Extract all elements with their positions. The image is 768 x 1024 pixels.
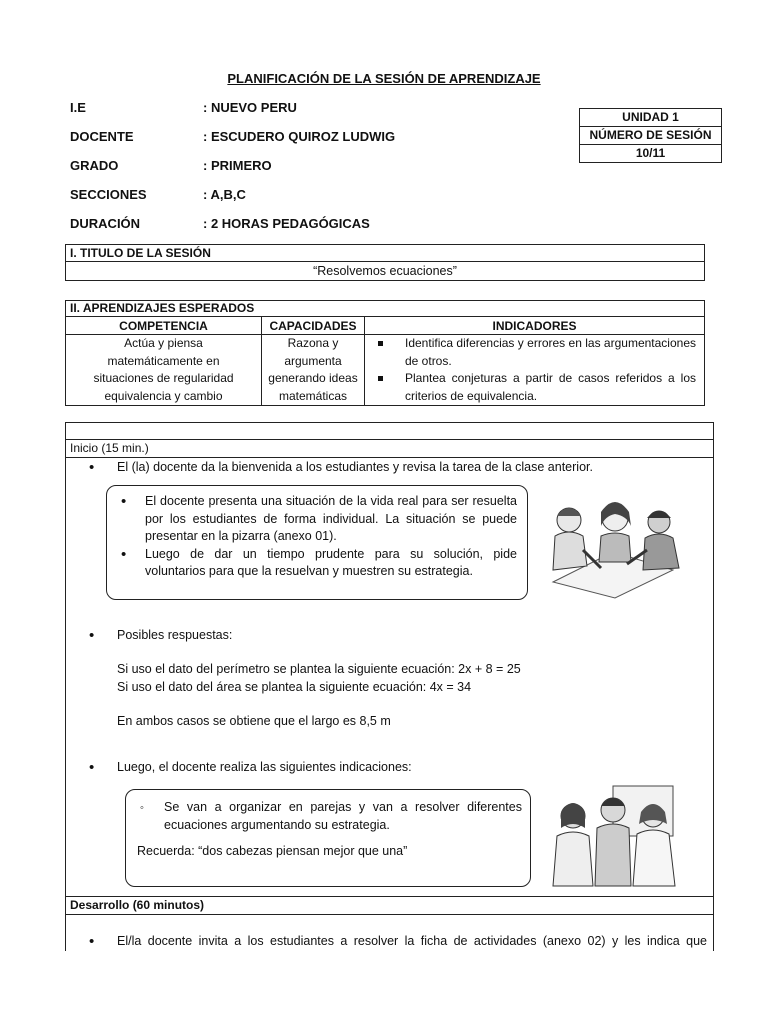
col-competencia: COMPETENCIA: [66, 317, 262, 335]
unit-label: UNIDAD 1: [580, 109, 721, 127]
inicio-heading: Inicio (15 min.): [70, 441, 149, 455]
session-number-value: 10/11: [635, 146, 666, 160]
activity-box-1: [106, 485, 528, 600]
session-title-section: [65, 244, 705, 281]
capacidades-cell: Razona y argumenta generando ideas matemáticas: [262, 335, 365, 406]
label-grado: GRADO: [70, 158, 119, 173]
session-title: “Resolvemos ecuaciones”: [313, 264, 457, 278]
label-secciones: SECCIONES: [70, 187, 147, 202]
value-grado: : PRIMERO: [203, 158, 272, 173]
instructions-text: • Luego, el docente realiza las siguientes indicaciones:: [117, 759, 412, 777]
perimeter-equation-text: Si uso el dato del perímetro se plantea la siguiente ecuación: 2x + 8 = 25: [117, 662, 521, 676]
unit-box: [579, 108, 722, 163]
session-number-label: NÚMERO DE SESIÓN: [580, 127, 721, 145]
students-talking-illustration: [551, 780, 685, 888]
expected-learning-table: [65, 300, 705, 406]
possible-answers-label: • Posibles respuestas:: [117, 627, 232, 645]
activity-item: • Luego de dar un tiempo prudente para su solución, pide voluntarios para que la resuelvan y muestren su estrategia.: [121, 545, 517, 578]
col-capacidades: CAPACIDADES: [262, 317, 365, 335]
label-ie: I.E: [70, 100, 86, 115]
expected-learning-section: [65, 300, 705, 406]
indicator-item: Identifica diferencias y errores en las argumentaciones de otros.: [365, 335, 704, 370]
section-2-heading: II. APRENDIZAJES ESPERADOS: [66, 301, 705, 317]
desarrollo-heading: Desarrollo (60 minutos): [70, 898, 205, 912]
area-equation-text: Si uso el dato del área se plantea la siguiente ecuación: 4x = 34: [117, 680, 472, 694]
col-indicadores: INDICADORES: [365, 317, 705, 335]
desarrollo-text: • El/la docente invita a los estudiantes a resolver la ficha de actividades (anexo 02) y les indica que: [117, 933, 707, 951]
value-secciones: : A,B,C: [203, 187, 246, 202]
activity-box-2: [125, 789, 531, 887]
value-duracion: : 2 HORAS PEDAGÓGICAS: [203, 216, 370, 231]
section-1-heading: I. TITULO DE LA SESIÓN: [66, 245, 704, 262]
value-ie: : NUEVO PERU: [203, 100, 297, 115]
label-duracion: DURACIÓN: [70, 216, 141, 231]
indicator-item: Plantea conjeturas a partir de casos referidos a los criterios de equivalencia.: [365, 370, 704, 405]
activity-item: • El docente presenta una situación de la vida real para ser resuelta por los estudiantes de forma individual. La situación se puede presentar en la pizarra (anexo 01).: [121, 493, 517, 543]
children-working-illustration: [543, 490, 685, 602]
welcome-text: • El (la) docente da la bienvenida a los estudiantes y revisa la tarea de la clase anterior.: [117, 459, 707, 477]
document-title: PLANIFICACIÓN DE LA SESIÓN DE APRENDIZAJE: [227, 71, 541, 86]
indicadores-cell: [365, 335, 705, 406]
conclusion-text: En ambos casos se obtiene que el largo es 8,5 m: [117, 714, 391, 728]
competencia-cell: Actúa y piensa matemáticamente en situaciones de regularidad equivalencia y cambio: [66, 335, 262, 406]
reminder-text: Recuerda: “dos cabezas piensan mejor que una”: [137, 844, 408, 858]
value-docente: : ESCUDERO QUIROZ LUDWIG: [203, 129, 396, 144]
label-docente: DOCENTE: [70, 129, 134, 144]
activity-item: ◦ Se van a organizar en parejas y van a resolver diferentes ecuaciones argumentando su estrategia.: [140, 800, 522, 832]
